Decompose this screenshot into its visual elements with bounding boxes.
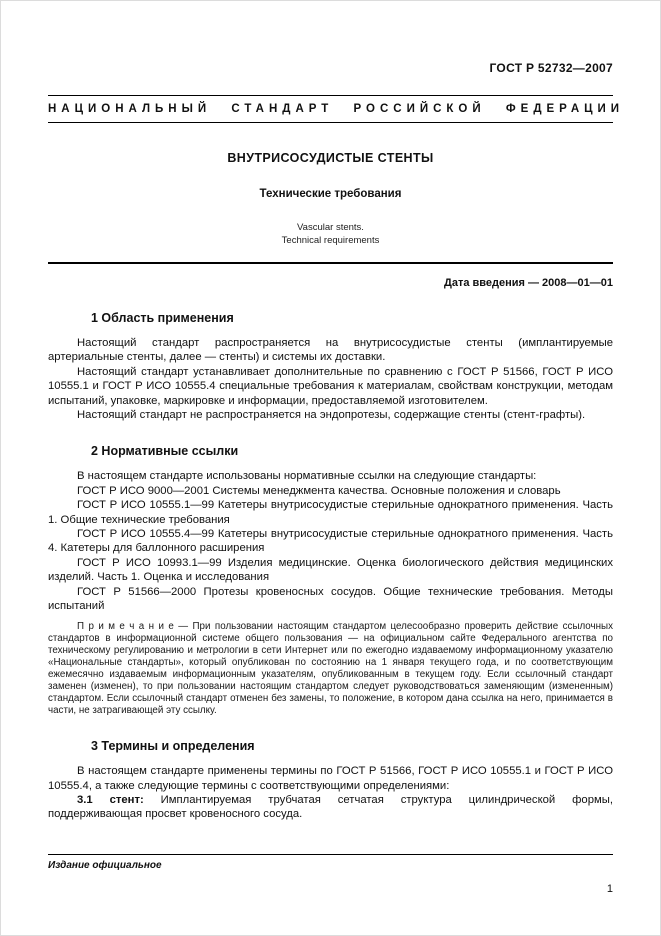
- standard-banner: НАЦИОНАЛЬНЫЙ СТАНДАРТ РОССИЙСКОЙ ФЕДЕРАЦИИ: [48, 103, 625, 115]
- title-en-line2: Technical requirements: [281, 235, 380, 246]
- reference-item: ГОСТ Р ИСО 10555.4—99 Катетеры внутрисосудистые стерильные однократного применения. Часть 4. Катетеры для баллонного расширения: [48, 528, 613, 555]
- page-number: 1: [606, 883, 613, 895]
- divider-banner: [48, 122, 613, 123]
- document-subtitle: Технические требования: [259, 188, 402, 200]
- section-heading-terms: 3 Термины и определения: [91, 739, 255, 754]
- document-title: ВНУТРИСОСУДИСТЫЕ СТЕНТЫ: [227, 151, 434, 165]
- paragraph: В настоящем стандарте применены термины по ГОСТ Р 51566, ГОСТ Р ИСО 10555.1 и ГОСТ Р ИСО 10555.4, а также следующие термины с соответствующими определениями:: [48, 765, 613, 792]
- section-heading-scope: 1 Область применения: [91, 311, 234, 325]
- divider-thick: [48, 262, 613, 264]
- term-text: Имплантируемая трубчатая сетчатая структура цилиндрической формы, поддерживающая просвет кровеносного сосуда.: [48, 794, 613, 821]
- doc-number: ГОСТ Р 52732—2007: [489, 61, 613, 75]
- title-block: [48, 151, 613, 247]
- term-definition: [48, 793, 613, 822]
- paragraph: Настоящий стандарт устанавливает дополнительные по сравнению с ГОСТ Р 51566, ГОСТ Р ИСО 10555.1 и ГОСТ Р ИСО 10555.4 специальные требования к материалам, свойствам конструкции, методам испытаний, упаковке, маркировке и информации, предоставляемой изготовителем.: [48, 365, 613, 407]
- title-en-line1: Vascular stents.: [297, 222, 364, 233]
- edition-note: Издание официальное: [48, 860, 162, 871]
- note-paragraph: П р и м е ч а н и е — При пользовании настоящим стандартом целесообразно проверить действие ссылочных стандартов в информационной системе общего пользования — на официальном сайте Федерального агентства по техническому регулированию и метрологии в сети Интернет или по ежегодно издаваемому информационному указателю «Национальные стандарты», который опубликован по состоянию на 1 января текущего года, и по соответствующим ежемесячно издаваемым информационным указателям, опубликованным в текущем году. Если ссылочный стандарт заменен (изменен), то при пользовании настоящим стандартом следует руководствоваться заменяющим (измененным) стандартом. Если ссылочный стандарт отменен без замены, то положение, в котором дана ссылка на него, принимается в части, не затрагивающей эту ссылку.: [48, 620, 613, 717]
- effective-date: Дата введения — 2008—01—01: [444, 277, 613, 289]
- page-footer: [48, 854, 613, 895]
- paragraph: В настоящем стандарте использованы нормативные ссылки на следующие стандарты:: [77, 470, 537, 483]
- divider-footer: [48, 854, 613, 855]
- divider-top: [48, 95, 613, 96]
- document-title-english: [48, 221, 613, 247]
- reference-item: ГОСТ Р ИСО 9000—2001 Системы менеджмента качества. Основные положения и словарь: [77, 484, 561, 497]
- paragraph: Настоящий стандарт распространяется на внутрисосудистые стенты (имплантируемые артериальные стенты, далее — стенты) и системы их доставки.: [48, 337, 613, 364]
- reference-item: ГОСТ Р ИСО 10555.1—99 Катетеры внутрисосудистые стерильные однократного применения. Часть 1. Общие технические требования: [48, 499, 613, 526]
- reference-item: ГОСТ Р ИСО 10993.1—99 Изделия медицинские. Оценка биологического действия медицинских изделий. Часть 1. Оценка и исследования: [48, 556, 613, 584]
- section-heading-references: 2 Нормативные ссылки: [91, 444, 239, 459]
- paragraph: Настоящий стандарт не распространяется на эндопротезы, содержащие стенты (стент-графты).: [77, 409, 586, 422]
- term-label: 3.1 стент:: [77, 794, 144, 807]
- reference-item: ГОСТ Р 51566—2000 Протезы кровеносных сосудов. Общие технические требования. Методы испытаний: [48, 585, 613, 613]
